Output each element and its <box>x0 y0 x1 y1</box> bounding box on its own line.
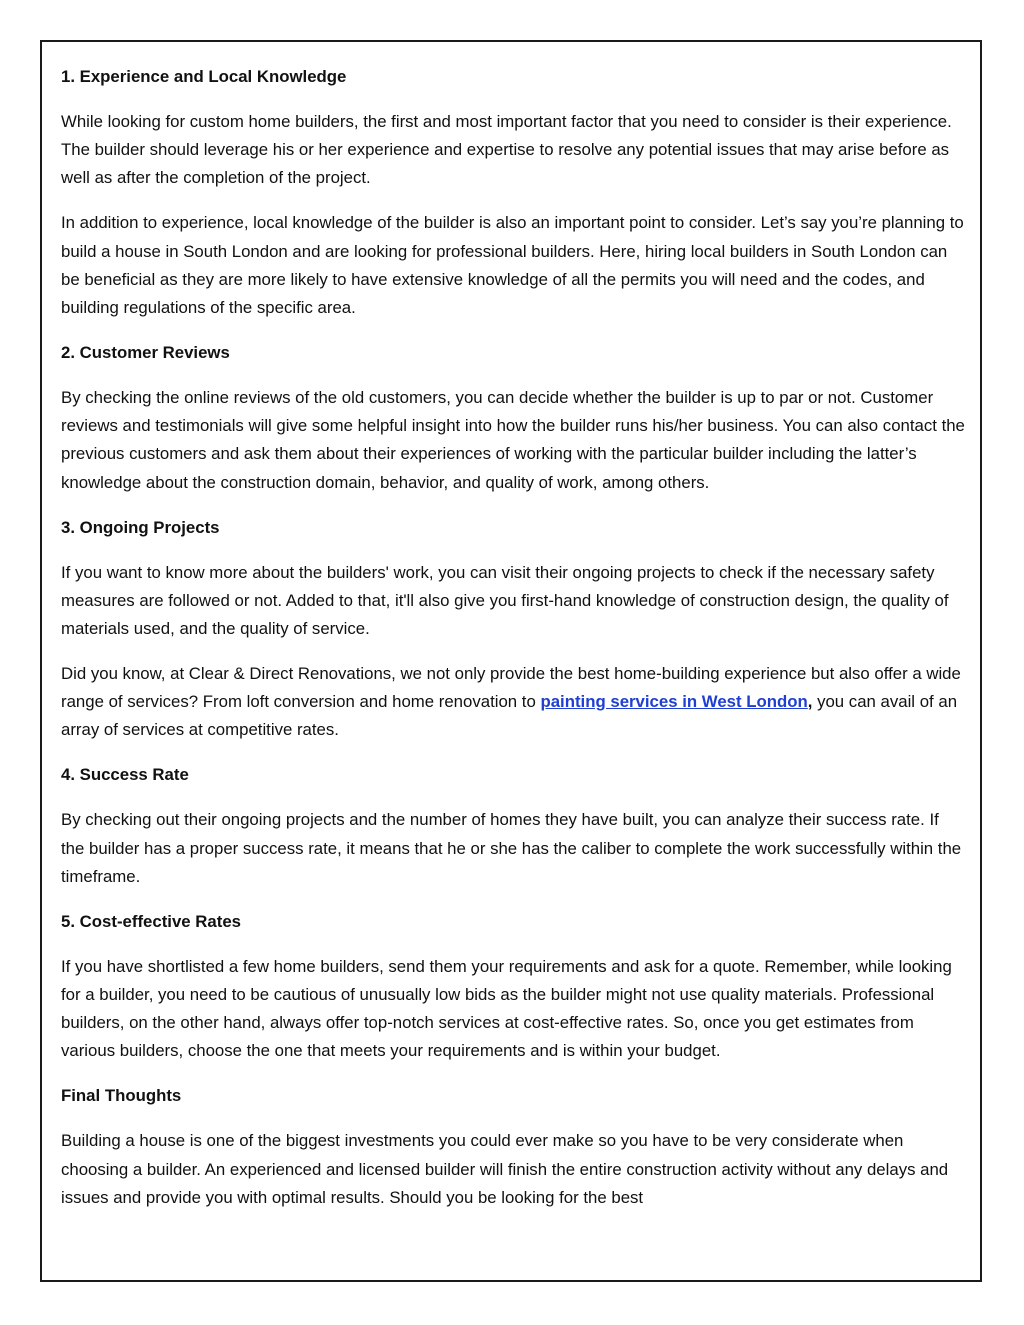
promo-text-before: Did you know, at Clear & Direct Renovations, we not only provide the best home-building experience but also offer a wide range of services? From loft conversion and home renovation to <box>61 664 961 712</box>
paragraph-local-knowledge: In addition to experience, local knowledge of the builder is also an important point to consider. Let’s say you’re planning to build a house in South London and are looking for professional builders. Here, hiring local builders in South London can be beneficial as they are more likely to have extensive knowledge of all the permits you will need and the codes, and building regulations of the specific area. <box>61 213 964 318</box>
paragraph-customer-reviews: By checking the online reviews of the old customers, you can decide whether the builder is up to par or not. Customer reviews and testimonials will give some helpful insight into how the builder runs his/her business. You can also contact the previous customers and ask them about their experiences of working with the particular builder including the latter’s knowledge about the construction domain, behavior, and quality of work, among others. <box>61 388 965 492</box>
page-frame <box>40 40 982 1282</box>
document-body <box>61 63 966 1229</box>
section-heading-final-thoughts: Final Thoughts <box>61 1086 182 1106</box>
paragraph-services-promo <box>61 660 966 745</box>
paragraph-experience: While looking for custom home builders, the first and most important factor that you need to consider is their experience. The builder should leverage his or her experience and expertise to resolve any potential issues that may arise before as well as after the completion of the project. <box>61 112 952 188</box>
section-heading-experience: 1. Experience and Local Knowledge <box>61 67 347 86</box>
section-heading-cost-effective: 5. Cost-effective Rates <box>61 911 241 931</box>
paragraph-cost-effective: If you have shortlisted a few home builders, send them your requirements and ask for a quote. Remember, while looking for a builder, you need to be cautious of unusually low bids as the builder might not use quality materials. Professional builders, on the other hand, always offer top-notch services at cost-effective rates. So, once you get estimates from various builders, choose the one that meets your requirements and is within your budget. <box>61 956 952 1061</box>
section-heading-customer-reviews: 2. Customer Reviews <box>61 343 230 363</box>
paragraph-final-thoughts: Building a house is one of the biggest investments you could ever make so you have to be very considerate when choosing a builder. An experienced and licensed builder will finish the entire construction activity without any delays and issues and provide you with optimal results. Should you be looking for the best <box>61 1131 949 1207</box>
promo-comma: , <box>807 692 813 712</box>
section-heading-ongoing-projects: 3. Ongoing Projects <box>61 517 220 537</box>
paragraph-ongoing-projects: If you want to know more about the builders' work, you can visit their ongoing projects to check if the necessary safety measures are followed or not. Added to that, it'll also give you first-hand knowledge of construction design, the quality of materials used, and the quality of service. <box>61 562 949 639</box>
paragraph-success-rate: By checking out their ongoing projects and the number of homes they have built, you can analyze their success rate. If the builder has a proper success rate, it means that he or she has the caliber to complete the work successfully within the timeframe. <box>61 810 962 886</box>
painting-services-link[interactable]: painting services in West London <box>540 692 808 712</box>
promo-text-after: you can avail of an array of services at competitive rates. <box>61 692 958 740</box>
section-heading-success-rate: 4. Success Rate <box>61 765 189 785</box>
